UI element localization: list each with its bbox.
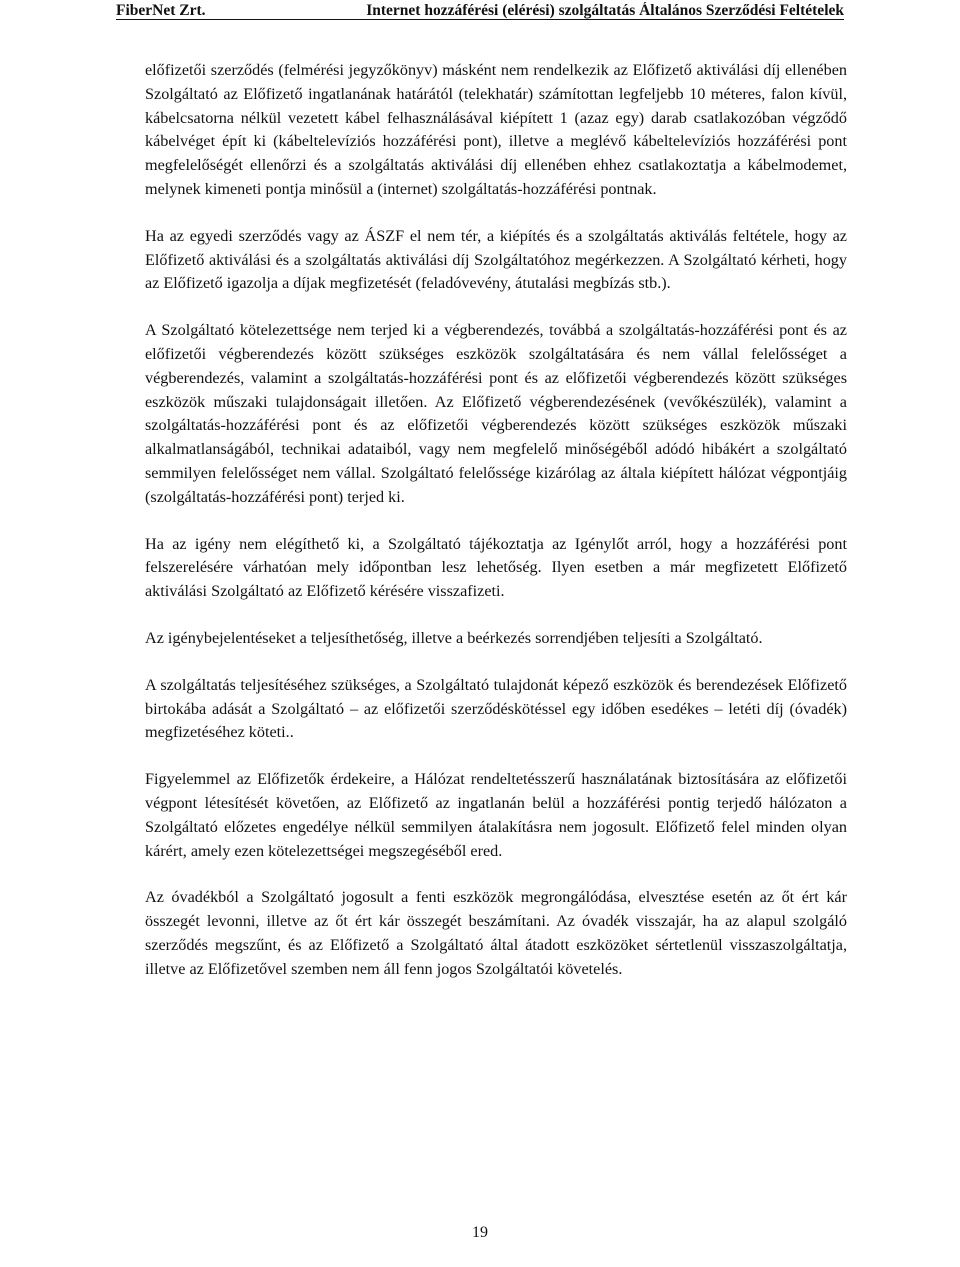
- paragraph-activation-conditions: Ha az egyedi szerződés vagy az ÁSZF el nem tér, a kiépítés és a szolgáltatás aktiválás feltétele, hogy az Előfizető aktiválási és a szolgáltatás aktiválási díj Szolgáltatóhoz megérkezzen. A Szolgáltató kérheti, hogy az Előfizető igazolja a díjak megfizetését (feladóvevény, átutalási megbízás stb.).: [145, 226, 847, 293]
- page-number: 19: [472, 1224, 488, 1241]
- paragraph-activation: előfizetői szerződés (felmérési jegyzőkönyv) másként nem rendelkezik az Előfizető aktiválási díj ellenében Szolgáltató az Előfizető ingatlanának határától (telekhatár) számítottan legfeljebb 10 méteres, falon kívül, kábelcsatorna nélkül vezetett kábel felhasználásával kiépített 1 (azaz egy) darab csatlakozóban végződő kábelvéget épít ki (kábeltelevíziós hozzáférési pont), illetve a meglévő kábeltelevíziós hozzáférési pont megfelelőségét ellenőrzi és a szolgáltatás aktiválási díj ellenében ehhez csatlakoztatja a kábelmodemet, melynek kimeneti pontja minősül a (internet) szolgáltatás-hozzáférési pontnak.: [145, 61, 847, 198]
- page-header: [116, 2, 844, 24]
- document-body: [145, 59, 847, 1005]
- header-rule: [116, 19, 844, 20]
- paragraph-deposit: A szolgáltatás teljesítéséhez szükséges, a Szolgáltató tulajdonát képező eszközök és berendezések Előfizető birtokába adását a Szolgáltató – az előfizetői szerződéskötéssel egy időben esedékes – letéti díj (óvadék) megfizetéséhez köteti..: [145, 675, 847, 742]
- paragraph-provider-obligations: A Szolgáltató kötelezettsége nem terjed ki a végberendezés, továbbá a szolgáltatás-hozzáférési pont és az előfizetői végberendezés között szükséges eszközök szolgáltatására és nem vállal felelősséget a végberendezés, valamint a szolgáltatás-hozzáférési pont és az előfizetői végberendezés között szükséges eszközök műszaki tulajdonságait illetően. Az Előfizető végberendezésének (vevőkészülék), valamint a szolgáltatás-hozzáférési pont és az előfizetői végberendezés között szükséges eszközök műszaki alkalmatlanságából, technikai adataiból, vagy nem megfelelő minőségéből adódó hibákért a szolgáltató semmilyen felelősséget nem vállal. Szolgáltató felelőssége kizárólag az általa kiépített hálózat végpontjáig (szolgáltatás-hozzáférési pont) terjed ki.: [145, 321, 847, 506]
- paragraph-unfulfillable-request: Ha az igény nem elégíthető ki, a Szolgáltató tájékoztatja az Igénylőt arról, hogy a hozzáférési pont felszerelésére várhatóan mely időpontban lesz lehetőség. Ilyen esetben a már megfizetett Előfizető aktiválási Szolgáltató az Előfizető kérésére visszafizeti.: [145, 534, 847, 601]
- paragraph-network-modification: Figyelemmel az Előfizetők érdekeire, a Hálózat rendeltetésszerű használatának biztosítására az előfizetői végpont létesítését követően, az Előfizető az ingatlanán belül a hozzáférési pontig terjedő hálózaton a Szolgáltató előzetes engedélye nélkül semmilyen átalakításra nem jogosult. Előfizető felel minden olyan kárért, amely ezen kötelezettségei megszegéséből ered.: [145, 770, 847, 860]
- header-title: Internet hozzáférési (elérési) szolgáltatás Általános Szerződési Feltételek: [366, 2, 844, 19]
- header-company: FiberNet Zrt.: [116, 2, 206, 19]
- paragraph-deposit-use: Az óvadékból a Szolgáltató jogosult a fenti eszközök megrongálódása, elvesztése esetén az őt ért kár összegét levonni, illetve az őt ért kár összegét beszámítani. Az óvadék visszajár, ha az alapul szolgáló szerződés megszűnt, és az Előfizető a Szolgáltató által átadott eszközöket sértetlenül visszaszolgáltatja, illetve az Előfizetővel szemben nem áll fenn jogos Szolgáltatói követelés.: [145, 888, 847, 978]
- paragraph-request-order: Az igénybejelentéseket a teljesíthetőség, illetve a beérkezés sorrendjében teljesíti a Szolgáltató.: [145, 628, 763, 647]
